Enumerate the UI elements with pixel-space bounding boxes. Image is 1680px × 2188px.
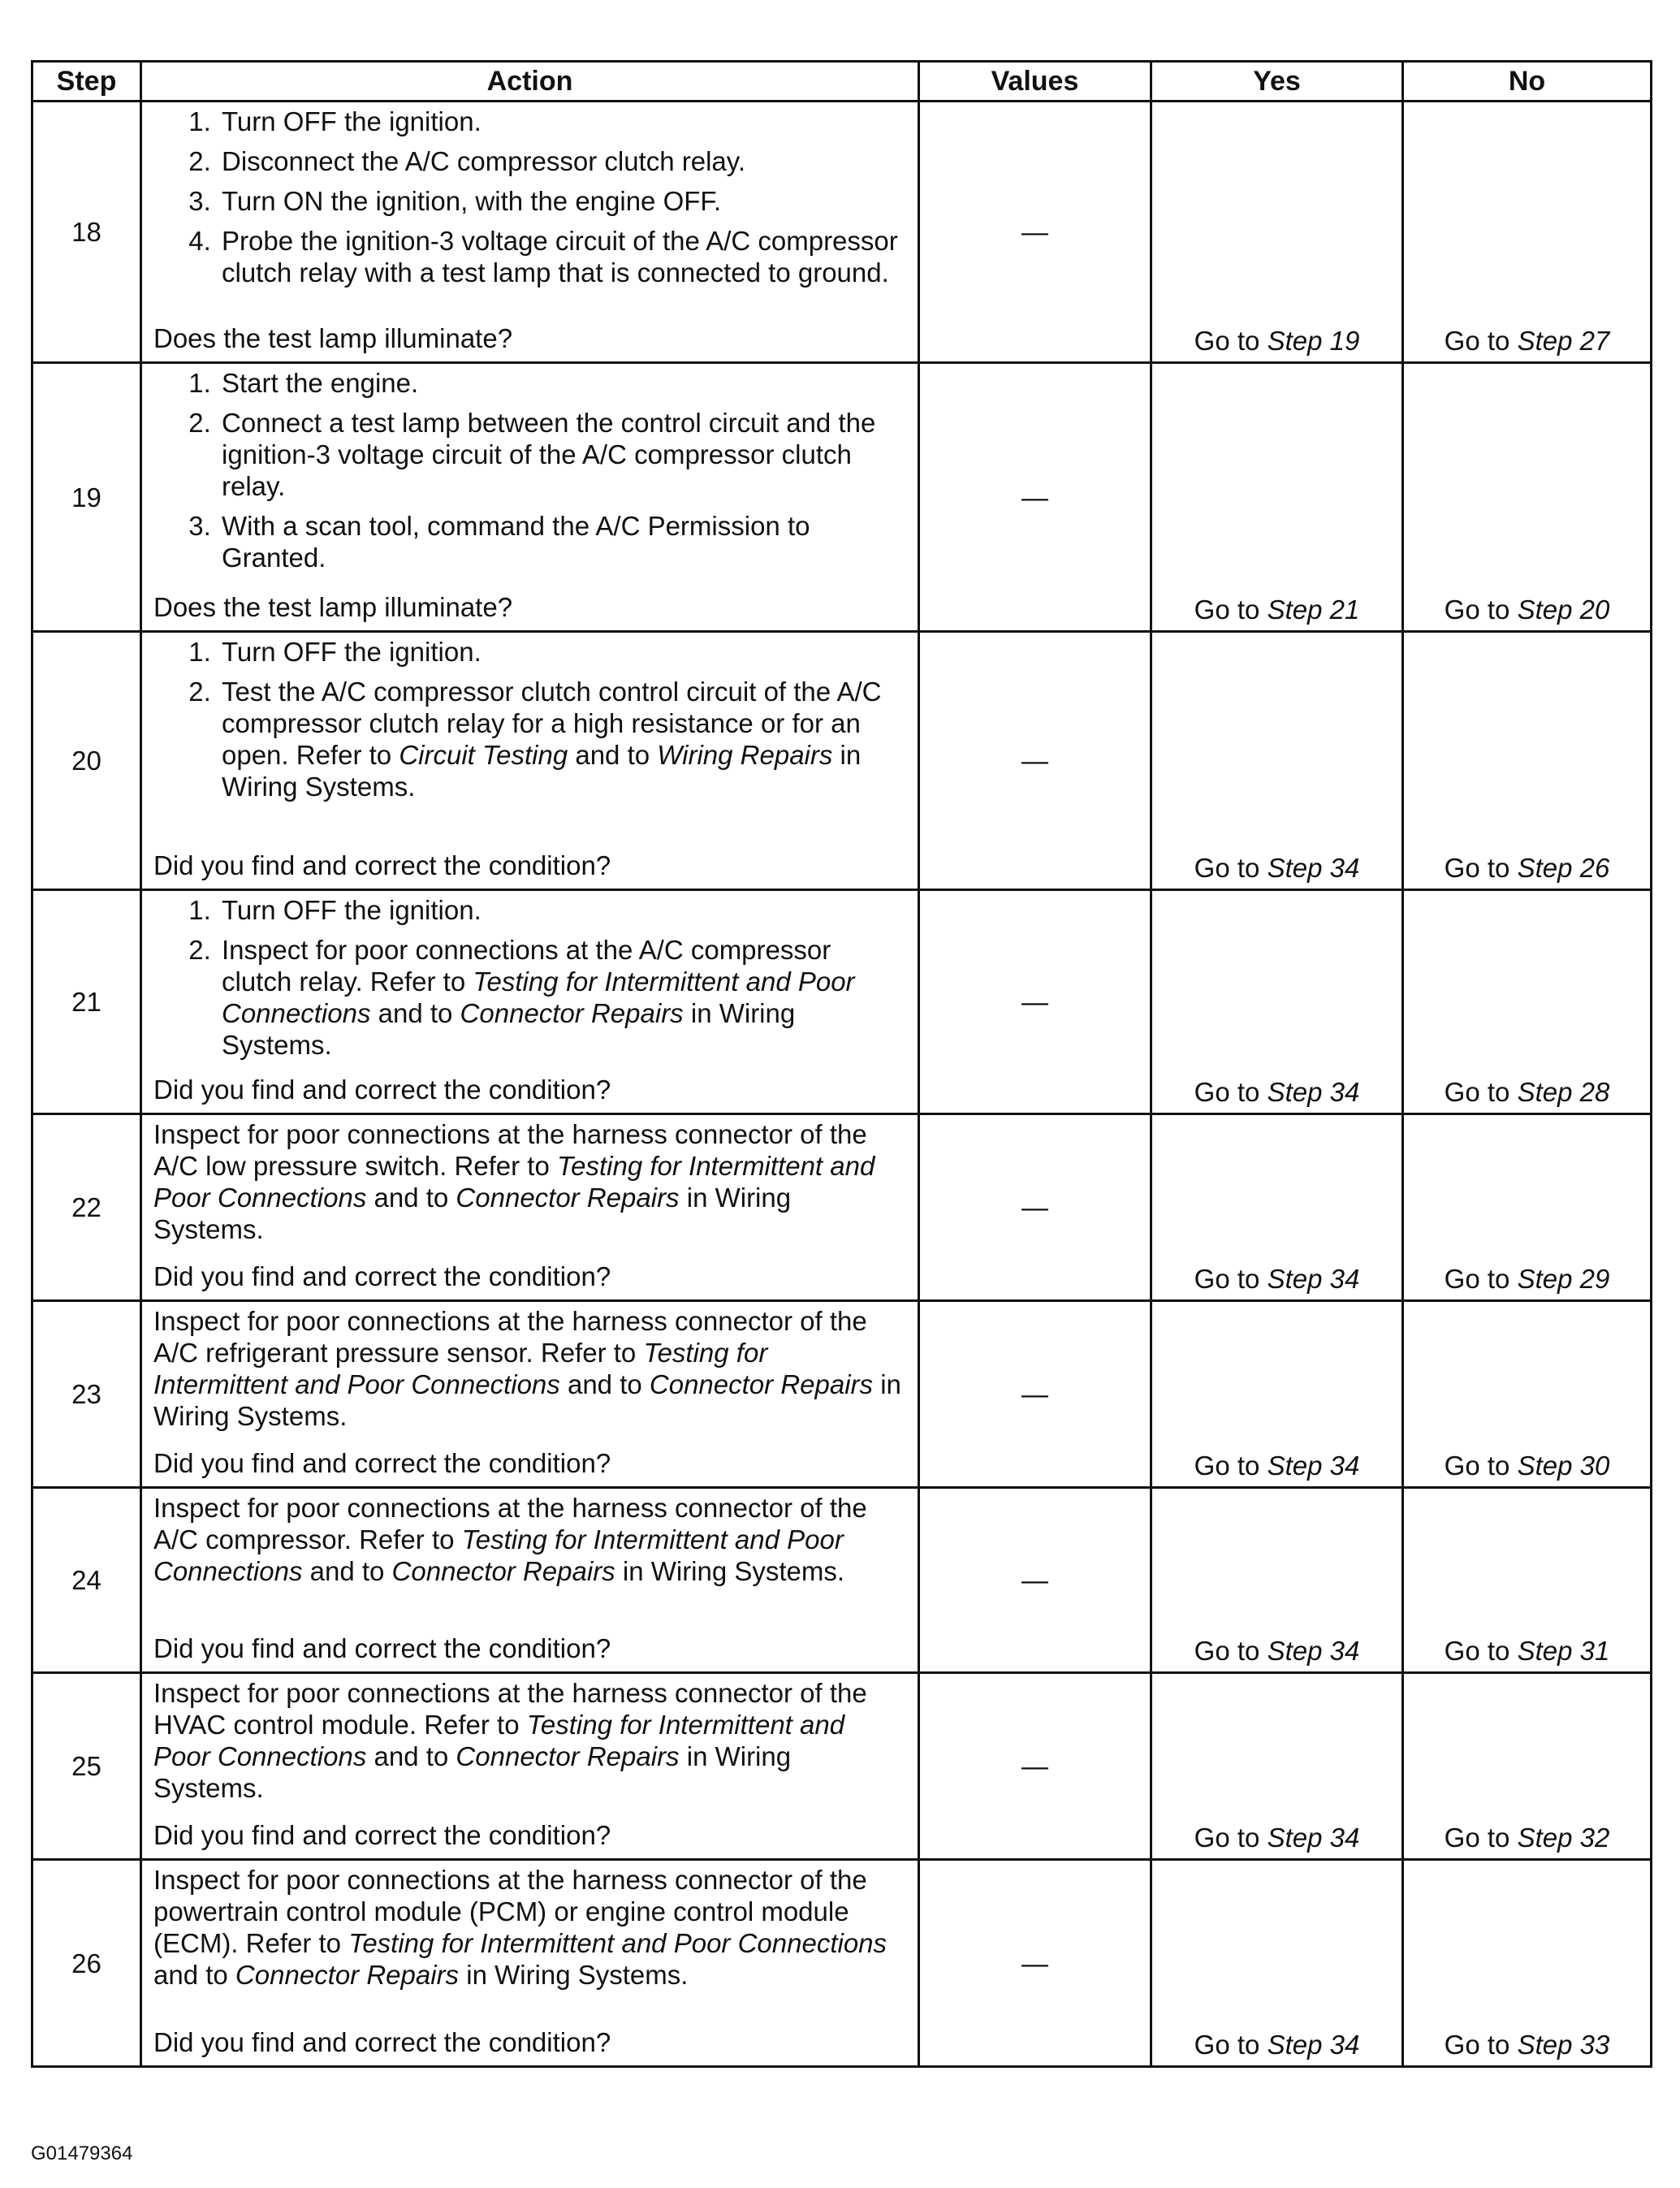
go-to-step: Step 19	[1267, 326, 1360, 356]
reference-link-text: Connector Repairs	[235, 1960, 460, 1990]
text-segment: Inspect for poor connections at the harness connector of the A/C low pressure switch. Refer to	[153, 1119, 867, 1181]
table-row	[32, 1860, 1652, 2067]
action-content	[153, 894, 906, 1105]
go-to-step: Step 34	[1267, 1823, 1360, 1853]
action-cell	[141, 363, 919, 632]
yes-cell	[1151, 1488, 1403, 1673]
action-cell	[141, 1488, 919, 1673]
header-action: Action	[141, 62, 919, 102]
text-segment: Turn OFF the ignition.	[222, 895, 482, 925]
text-segment: Inspect for poor connections at the harness connector of the powertrain control module (PCM) or engine control module (ECM). Refer to	[153, 1865, 867, 1958]
text-segment: Start the engine.	[222, 368, 419, 398]
action-content	[153, 1118, 906, 1292]
go-to-prefix: Go to	[1194, 595, 1260, 625]
reference-link-text: Testing for Intermittent and Poor Connections	[348, 1928, 888, 1958]
step-number: 25	[32, 1673, 141, 1860]
action-step-item	[218, 676, 906, 802]
values-cell	[919, 1114, 1151, 1301]
text-segment: and to	[559, 1369, 650, 1399]
yes-cell	[1151, 102, 1403, 363]
step-number: 20	[32, 632, 141, 890]
go-to-prefix: Go to	[1194, 326, 1260, 356]
text-segment: Turn ON the ignition, with the engine OFF.	[222, 186, 722, 216]
reference-link-text: Circuit Testing	[399, 740, 568, 770]
header-no: No	[1403, 62, 1652, 102]
values-cell	[919, 102, 1151, 363]
action-question: Did you find and correct the condition?	[153, 850, 611, 880]
go-to-prefix: Go to	[1194, 1823, 1260, 1853]
value-dash: —	[1021, 1192, 1048, 1222]
values-cell	[919, 1673, 1151, 1860]
action-content	[153, 636, 906, 881]
action-instructions	[153, 367, 906, 573]
reference-link-text: Testing for Intermittent and Poor Connections	[153, 1151, 875, 1213]
action-steps-list	[153, 367, 906, 573]
action-instructions	[153, 1864, 906, 1991]
action-steps-list	[153, 636, 906, 802]
text-segment: Turn OFF the ignition.	[222, 637, 482, 667]
go-to-step: Step 29	[1517, 1264, 1610, 1294]
value-dash: —	[1021, 987, 1048, 1017]
go-to-step: Step 34	[1267, 2030, 1360, 2060]
text-segment: Disconnect the A/C compressor clutch relay.	[222, 146, 745, 176]
no-cell	[1403, 363, 1652, 632]
header-row	[32, 62, 1652, 102]
values-cell	[919, 1301, 1151, 1488]
header-values: Values	[919, 62, 1151, 102]
action-paragraph	[153, 1492, 906, 1587]
no-cell	[1403, 632, 1652, 890]
go-to-prefix: Go to	[1444, 1264, 1510, 1294]
go-to-prefix: Go to	[1444, 1077, 1510, 1107]
table-row	[32, 363, 1652, 632]
go-to-step: Step 34	[1267, 1077, 1360, 1107]
text-segment: With a scan tool, command the A/C Permission to Granted.	[222, 511, 810, 573]
action-question: Did you find and correct the condition?	[153, 1633, 611, 1663]
diagnostic-table	[31, 60, 1652, 2068]
go-to-prefix: Go to	[1444, 595, 1510, 625]
go-to-prefix: Go to	[1444, 2030, 1510, 2060]
values-cell	[919, 1860, 1151, 2067]
text-segment: in Wiring Systems.	[459, 1960, 689, 1990]
reference-link-text: Testing for Intermittent and Poor Connections	[153, 1710, 845, 1771]
text-segment: in Wiring Systems.	[222, 740, 862, 802]
go-to-step: Step 28	[1517, 1077, 1610, 1107]
text-segment: and to	[153, 1960, 235, 1990]
action-content	[153, 106, 906, 354]
go-to-step: Step 34	[1267, 1451, 1360, 1481]
reference-link-text: Connector Repairs	[649, 1369, 874, 1399]
action-step-item	[218, 636, 906, 668]
text-segment: in Wiring Systems.	[153, 1183, 792, 1244]
table-row	[32, 1488, 1652, 1673]
go-to-step: Step 32	[1517, 1823, 1610, 1853]
yes-cell	[1151, 1860, 1403, 2067]
reference-link-text: Testing for Intermittent and Poor Connections	[153, 1338, 768, 1399]
go-to-step: Step 34	[1267, 1636, 1360, 1666]
go-to-step: Step 30	[1517, 1451, 1610, 1481]
action-question: Did you find and correct the condition?	[153, 1820, 611, 1850]
go-to-step: Step 31	[1517, 1636, 1610, 1666]
action-instructions	[153, 636, 906, 802]
action-paragraph	[153, 1118, 906, 1245]
yes-cell	[1151, 363, 1403, 632]
action-content	[153, 1677, 906, 1851]
yes-cell	[1151, 1673, 1403, 1860]
text-segment: in Wiring Systems.	[615, 1556, 845, 1586]
text-segment: Probe the ignition-3 voltage circuit of the A/C compressor clutch relay with a test lamp that is connected to ground.	[222, 226, 898, 288]
action-content	[153, 367, 906, 623]
action-step-item	[218, 185, 906, 217]
value-dash: —	[1021, 1379, 1048, 1409]
action-cell	[141, 1860, 919, 2067]
action-instructions	[153, 894, 906, 1061]
reference-link-text: Connector Repairs	[391, 1556, 615, 1586]
no-cell	[1403, 102, 1652, 363]
go-to-prefix: Go to	[1194, 1451, 1260, 1481]
go-to-prefix: Go to	[1194, 1636, 1260, 1666]
action-cell	[141, 102, 919, 363]
step-number: 18	[32, 102, 141, 363]
value-dash: —	[1021, 1751, 1048, 1781]
action-content	[153, 1864, 906, 2058]
reference-link-text: Wiring Repairs	[657, 740, 833, 770]
action-cell	[141, 1301, 919, 1488]
no-cell	[1403, 1860, 1652, 2067]
value-dash: —	[1021, 482, 1048, 512]
action-paragraph	[153, 1677, 906, 1804]
action-cell	[141, 632, 919, 890]
text-segment: and to	[366, 1183, 456, 1213]
table-row	[32, 1673, 1652, 1860]
go-to-step: Step 27	[1517, 326, 1610, 356]
no-cell	[1403, 1114, 1652, 1301]
text-segment: in Wiring Systems.	[153, 1369, 901, 1431]
text-segment: and to	[302, 1556, 392, 1586]
text-segment: and to	[370, 998, 460, 1028]
go-to-prefix: Go to	[1194, 1264, 1260, 1294]
action-instructions	[153, 1305, 906, 1432]
action-question: Did you find and correct the condition?	[153, 1261, 611, 1291]
figure-id: G01479364	[31, 2143, 133, 2164]
action-step-item	[218, 367, 906, 399]
action-question: Does the test lamp illuminate?	[153, 323, 513, 353]
table-row	[32, 1114, 1652, 1301]
action-step-item	[218, 106, 906, 137]
values-cell	[919, 1488, 1151, 1673]
text-segment: Inspect for poor connections at the harness connector of the A/C compressor. Refer to	[153, 1493, 867, 1555]
yes-cell	[1151, 890, 1403, 1114]
step-number: 26	[32, 1860, 141, 2067]
reference-link-text: Connector Repairs	[460, 998, 684, 1028]
go-to-prefix: Go to	[1194, 1077, 1260, 1107]
go-to-step: Step 26	[1517, 853, 1610, 883]
action-content	[153, 1305, 906, 1479]
action-step-item	[218, 510, 906, 573]
action-steps-list	[153, 106, 906, 288]
action-cell	[141, 1673, 919, 1860]
text-segment: and to	[568, 740, 658, 770]
text-segment: in Wiring Systems.	[153, 1741, 792, 1803]
action-cell	[141, 1114, 919, 1301]
action-step-item	[218, 934, 906, 1061]
yes-cell	[1151, 1301, 1403, 1488]
action-question: Did you find and correct the condition?	[153, 2027, 611, 2057]
reference-link-text: Connector Repairs	[456, 1741, 680, 1771]
header-yes: Yes	[1151, 62, 1403, 102]
action-question: Did you find and correct the condition?	[153, 1448, 611, 1478]
text-segment: Test the A/C compressor clutch control circuit of the A/C compressor clutch relay for a high resistance or for an open. Refer to	[222, 677, 882, 770]
values-cell	[919, 890, 1151, 1114]
go-to-step: Step 33	[1517, 2030, 1610, 2060]
action-instructions	[153, 1677, 906, 1804]
yes-cell	[1151, 1114, 1403, 1301]
go-to-prefix: Go to	[1444, 1823, 1510, 1853]
table-body	[32, 102, 1652, 2067]
yes-cell	[1151, 632, 1403, 890]
text-segment: Connect a test lamp between the control circuit and the ignition-3 voltage circuit of the A/C compressor clutch relay.	[222, 408, 876, 501]
action-steps-list	[153, 894, 906, 1061]
action-paragraph	[153, 1305, 906, 1432]
action-instructions	[153, 1118, 906, 1245]
go-to-prefix: Go to	[1194, 853, 1260, 883]
values-cell	[919, 632, 1151, 890]
text-segment: Turn OFF the ignition.	[222, 106, 482, 136]
no-cell	[1403, 1301, 1652, 1488]
go-to-prefix: Go to	[1444, 1451, 1510, 1481]
reference-link-text: Connector Repairs	[456, 1183, 680, 1213]
action-step-item	[218, 225, 906, 288]
no-cell	[1403, 890, 1652, 1114]
step-number: 24	[32, 1488, 141, 1673]
value-dash: —	[1021, 217, 1048, 247]
go-to-prefix: Go to	[1444, 326, 1510, 356]
value-dash: —	[1021, 1565, 1048, 1595]
text-segment: Inspect for poor connections at the A/C compressor clutch relay. Refer to	[222, 935, 831, 997]
action-step-item	[218, 894, 906, 926]
go-to-step: Step 20	[1517, 595, 1610, 625]
action-paragraph	[153, 1864, 906, 1991]
action-question: Did you find and correct the condition?	[153, 1075, 611, 1105]
go-to-step: Step 34	[1267, 1264, 1360, 1294]
action-question: Does the test lamp illuminate?	[153, 592, 513, 622]
action-cell	[141, 890, 919, 1114]
action-step-item	[218, 145, 906, 177]
table-row	[32, 890, 1652, 1114]
action-content	[153, 1492, 906, 1664]
go-to-prefix: Go to	[1444, 1636, 1510, 1666]
action-instructions	[153, 1492, 906, 1587]
go-to-step: Step 34	[1267, 853, 1360, 883]
table-row	[32, 1301, 1652, 1488]
action-instructions	[153, 106, 906, 288]
step-number: 22	[32, 1114, 141, 1301]
text-segment: Inspect for poor connections at the harness connector of the A/C refrigerant pressure sensor. Refer to	[153, 1306, 867, 1368]
no-cell	[1403, 1488, 1652, 1673]
go-to-prefix: Go to	[1194, 2030, 1260, 2060]
go-to-step: Step 21	[1267, 595, 1360, 625]
header-step: Step	[32, 62, 141, 102]
values-cell	[919, 363, 1151, 632]
reference-link-text: Testing for Intermittent and Poor Connections	[153, 1524, 844, 1586]
table-row	[32, 102, 1652, 363]
no-cell	[1403, 1673, 1652, 1860]
step-number: 23	[32, 1301, 141, 1488]
text-segment: and to	[366, 1741, 456, 1771]
value-dash: —	[1021, 1948, 1048, 1978]
action-step-item	[218, 407, 906, 502]
step-number: 19	[32, 363, 141, 632]
step-number: 21	[32, 890, 141, 1114]
text-segment: Inspect for poor connections at the harness connector of the HVAC control module. Refer to	[153, 1678, 867, 1740]
table-row	[32, 632, 1652, 890]
reference-link-text: Testing for Intermittent and Poor Connections	[222, 966, 855, 1028]
text-segment: in Wiring Systems.	[222, 998, 796, 1060]
go-to-prefix: Go to	[1444, 853, 1510, 883]
value-dash: —	[1021, 746, 1048, 776]
